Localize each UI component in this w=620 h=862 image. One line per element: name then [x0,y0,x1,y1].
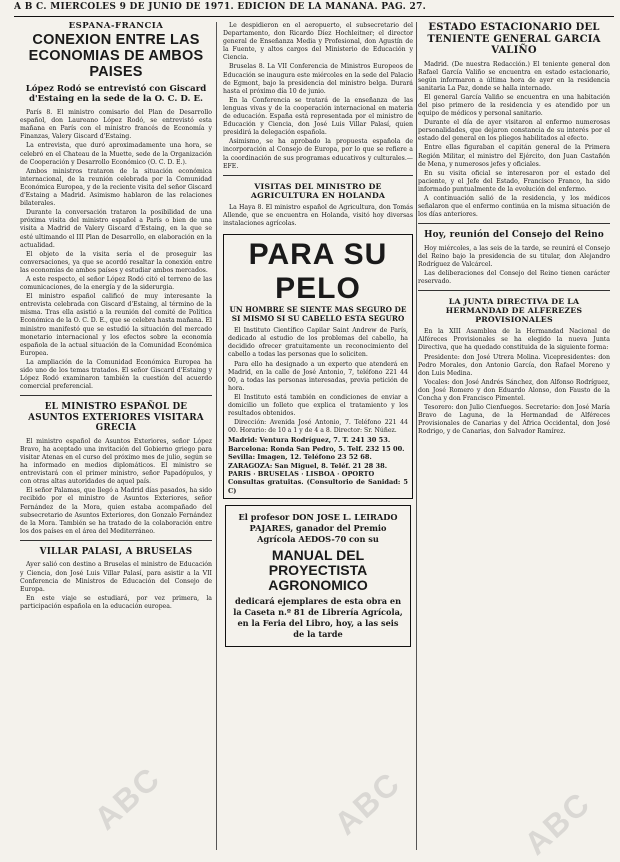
paragraph: Tesorero: don Julio Cienfuegos. Secretario: don José María Bravo de Laguna, de la Hermandad de Alféreces Provisionales de Canarias y del África Occidental, don José Rodrigo, y de Canarias, don Salvador Ramírez. [418,404,610,436]
paragraph: El ministro español calificó de muy interesante la entrevista celebrada con Giscard d'Estaing, al término de la misma. Tras ella asistió a la reunión del comité de Política Económica de la O. C. D. E., que se celebra hasta mañana. El ministro manifestó que se estudió la situación del mercado monetario internacional y los efectos sobre la economía española de la actual situación de la Comunidad Económica Europea. [20,293,212,357]
headline: CONEXION ENTRE LAS ECONOMIAS DE AMBOS PAISES [28,32,204,81]
headline: ESTADO ESTACIONARIO DEL TENIENTE GENERAL GARCIA VALIÑO [427,22,601,56]
section-rule [20,395,212,396]
column-middle [223,22,413,852]
ad-paragraph: El Instituto Científico Capilar Saint Andrew de París, dedicado al estudio de los problemas del cabello, ha decidido ofrecer gratuitamente un reconocimiento del cabello a todas las personas que lo soliciten. [228,327,408,359]
ad-address: Madrid: Ventura Rodríguez, 7. T. 241 30 53. [228,436,391,445]
paragraph: Bruselas 8. La VII Conferencia de Ministros Europeos de Educación se inaugura este miércoles en la sede del Palacio de Egmont, bajo la presidencia del ministro belga. Durará hasta el próximo día 10 de junio. [223,63,413,95]
paragraph: En este viaje se estudiará, por vez primera, la participación española en la educación europea. [20,594,212,610]
paragraph: Ambos ministros trataron de la situación económica internacional, de la reunión celebrada por la Comunidad Económica Europea, y de la reciente visita del señor Giscard d'Estaing a Madrid. Asimismo hablaron de las relaciones bilaterales. [20,167,212,208]
paragraph: París 8. El ministro comisario del Plan de Desarrollo español, don Laureano López Rodó, se entrevistó esta mañana en París con el ministro francés de Economía y Finanzas, Valery Giscard d'Estaing. [20,109,212,141]
paragraph: El objeto de la visita sería el de proseguir las conversaciones, ya que se acordó resaltar la conexión entre las economías de ambos países y estudiar ambos mercados. [20,250,212,274]
ad-subhead: UN HOMBRE SE SIENTE MAS SEGURO DE SI MISMO SI SU CABELLO ESTA SEGURO [229,304,407,323]
paragraph: Durante el día de ayer visitaron al enfermo numerosas personalidades, que dejaron constancia de su interés por el estado del general en los pliegos habilitados al efecto. [418,119,610,143]
ad-paragraph: El Instituto está también en condiciones de enviar a domicilio un folleto que explica el tratamiento y los resultados obtenidos. [228,393,408,418]
column-divider [216,22,217,850]
watermark-stamp: ABC [517,784,598,862]
ad-address: PARIS · BRUSELAS · LISBOA · OPORTO [228,470,375,478]
paragraph: Asimismo, se ha aprobado la propuesta española de incorporación al Consejo de Europa, por lo que se refiere a la coordinación de sus programas educativos y culturales.— EFE. [223,138,413,170]
ad-paragraph: Para ello ha designado a un experto que atenderá en Madrid, en la calle de José Antonio, 7, teléfono 221 44 00, a todas las personas interesadas, previa petición de hora. [228,360,408,392]
column-divider [416,22,417,850]
ad-headline: PARA SU PELO [248,237,388,305]
article-body [20,109,212,391]
ad-paragraph: Dirección: Avenida José Antonio, 7. Teléfono 221 44 00. Horario: de 10 a 1 y de 4 a 8. Director: Sr. Núñez. [228,419,408,435]
column-right [418,22,610,852]
paragraph: La entrevista, que duró aproximadamente una hora, se celebró en el Chateau de la Muette, sede de la Organización de Cooperación y Desarrollo Económico (O. C. D. E.). [20,142,212,166]
paragraph: A continuación salió de la residencia, y los médicos señalaron que el enfermo continúa en la misma situación de los días anteriores. [418,195,610,219]
section-rule [418,290,610,291]
paragraph: El señor Palamas, que llegó a Madrid días pasados, ha sido recibido por el ministro de Asuntos Exteriores, señor Fernández de la Mora, quien estaba acompañado del subsecretario de Asuntos Exteriores, don Gonzalo Fernández de la Mora. También se ha tratado de la colaboración entre los dos países en el área del Mediterráneo. [20,487,212,535]
section-heading: VILLAR PALASI, A BRUSELAS [39,546,193,557]
paragraph: Hoy miércoles, a las seis de la tarde, se reunirá el Consejo del Reino bajo la presidencia de su titular, don Alejandro Rodríguez de Valcárcel. [418,244,610,268]
paragraph: En su visita oficial se interesaron por el estado del paciente, y el Jefe del Estado, Francisco Franco, ha sido informado puntualmente de la evolución del enfermo. [418,169,610,193]
paragraph: Las deliberaciones del Consejo del Reino tienen carácter reservado. [418,270,610,286]
section-heading: VISITAS DEL MINISTRO DE AGRICULTURA EN HOLANDA [250,181,386,200]
paragraph: En la XIII Asamblea de la Hermandad Nacional de Alféreces Provisionales se ha elegido la nueva Junta Directiva, que ha quedado constituida de la siguiente forma: [418,328,610,352]
book-announcement [225,505,411,647]
paragraph: A este respecto, el señor López Rodó citó el terreno de las comunicaciones, de la energía y de la siderurgia. [20,275,212,292]
paragraph: El general García Valiño se encuentra en una habitación del piso primero de la residencia y es atendido por un equipo de médicos y personal sanitario. [418,93,610,118]
paragraph: La Haya 8. El ministro español de Agricultura, don Tomás Allende, que se encuentra en Holanda, visitó hoy diversas instalaciones agrícolas. [223,203,413,227]
hair-ad [223,234,413,499]
paragraph: En la Conferencia se tratará de la enseñanza de las lenguas vivas y de la cooperación internacional en materia de educación. España está representada por el ministro de Educación y Ciencia, don José Luis Villar Palasí, quien presidirá la delegación española. [223,96,413,137]
section-heading: EL MINISTRO ESPAÑOL DE ASUNTOS EXTERIORES VISITARA GRECIA [28,402,204,434]
paragraph: Ayer salió con destino a Bruselas el ministro de Educación y Ciencia, don José Luis Villar Palasí, para asistir a la VII Conferencia de Ministros de Educación del Consejo de Europa. [20,561,212,593]
watermark-stamp: ABC [87,759,168,837]
kicker: ESPAÑA-FRANCIA [68,22,164,31]
paragraph: La ampliación de la Comunidad Económica Europea ha sido uno de los temas tratados. El señor Giscard d'Estaing y López Rodó examinaron también la cuestión del acuerdo comercial preferencial. [20,358,212,391]
ad-address: Consultas gratuitas. (Consultorio de Sanidad: 5 C) [228,478,408,495]
ad-address: Barcelona: Ronda San Pedro, 5. Telf. 232 15 00. [228,444,405,453]
section-heading: LA JUNTA DIRECTIVA DE LA HERMANDAD DE ALFEREZES PROVISIONALES [445,297,583,325]
paragraph: Madrid. (De nuestra Redacción.) El teniente general don Rafael García Valiño se encuentra en estado estacionario, según informaron a última hora de ayer en la residencia sanitaria La Paz, donde se halla internado. [418,60,610,92]
paragraph: El ministro español de Asuntos Exteriores, señor López Bravo, ha aceptado una invitación del Gobierno griego para visitar Atenas en el curso del próximo mes de julio, según se ha informado en medios diplomáticos. El ministro se entrevistará con el primer ministro, señor Papadópulos, y con otras altas autoridades de aquel país. [20,437,212,486]
section-rule [418,223,610,224]
deck: López Rodó se entrevistó con Giscard d'Estaing en la sede de la O. C. D. E. [25,84,207,105]
book-title: MANUAL DEL PROYECTISTA AGRONOMICO [268,547,368,594]
paragraph: Durante la conversación trataron la posibilidad de una próxima visita del ministro español a París o bien de una visita a Madrid de Valery Giscard d'Estaing, en la que se esté ultimando el III Plan de Desarrollo, en elaboración en la actualidad. [20,209,212,249]
section-rule [223,175,413,176]
section-heading: Hoy, reunión del Consejo del Reino [424,230,604,241]
section-rule [20,540,212,541]
header-text: A B C. MIERCOLES 9 DE JUNIO DE 1971. EDICION DE LA MAÑANA. PAG. 27. [14,2,427,12]
column-left [20,22,212,852]
book-intro: El profesor DON JOSE L. LEIRADO PAJARES, ganador del Premio Agrícola AEDOS-70 con su [238,512,398,545]
page-header [14,2,614,17]
watermark-stamp: ABC [327,764,408,842]
ad-address: Sevilla: Imagen, 12. Teléfono 23 52 68. [228,453,372,462]
paragraph: Vocales: don José Andrés Sánchez, don Alfonso Rodríguez, don José Romero y don Eduardo Alonso, don Fausto de la Concha y don Francisco Pimentel. [418,378,610,402]
paragraph: Le despidieron en el aeropuerto, el subsecretario del Departamento, don Ricardo Díez Hochleitner; el director general de Enseñanza Media y Profesional, don Agustín de la Fuente, y altos cargos del Ministerio de Educación y Ciencia. [223,22,413,62]
ad-address: ZARAGOZA: San Miguel, 8. Teléf. 21 28 38. [228,461,388,470]
paragraph: Presidente: don José Utrera Molina. Vicepresidentes: don Pedro Morales, don Antonio García, don Rafael Moreno y don Luis Medina. [418,353,610,377]
paragraph: Entre ellas figuraban el capitán general de la Primera Región Militar, el ministro del Ejército, don Juan Castañón de Mena, y numerosos jefes y oficiales. [418,144,610,168]
book-body: dedicará ejemplares de esta obra en la Caseta n.º 81 de Librería Agrícola, en la Feria del Libro, hoy, a las seis de la tarde [233,596,403,640]
